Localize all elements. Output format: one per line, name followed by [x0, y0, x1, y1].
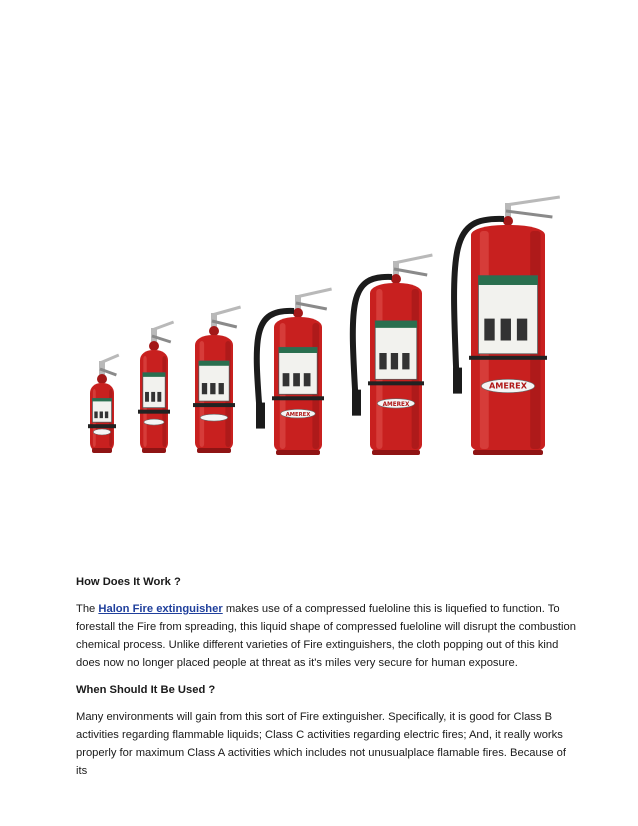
paragraph-how-it-works: [76, 600, 576, 672]
paragraph-when-to-use: Many environments will gain from this sort of Fire extinguisher. Specifically, it is good for Class B activities regarding flammable liquids; Class C activities regarding electric fires; And, it really works properly for maximum Class A activities which includes not unusualplace flamable fires. Because of its: [76, 711, 566, 777]
brand-label: AMEREX: [382, 401, 410, 408]
extinguisher-1: [88, 355, 119, 453]
brand-label: AMEREX: [489, 380, 527, 391]
para-prefix: The: [76, 603, 99, 615]
fire-extinguishers-image: [70, 165, 570, 465]
extinguisher-4: [256, 289, 332, 455]
extinguisher-5: [352, 255, 432, 455]
section-heading-when-to-use: When Should It Be Used ?: [76, 684, 216, 696]
brand-label: AMEREX: [285, 412, 311, 419]
section-heading-how-it-works: How Does It Work ?: [76, 576, 181, 588]
article-body: [76, 573, 576, 789]
para-rest: makes use of a compressed fueloline this is liquefied to function. To forestall the Fire from spreading, this liquid shape of compressed fueloline will disrupt the combustion chemical process. Unlike different varieties of Fire extinguishers, the cloth popping out of this kind does now no longer placed people at threat as it's miles very secure for human exposure.: [76, 603, 576, 669]
extinguisher-6: [453, 197, 560, 455]
extinguishers-illustration: [70, 165, 570, 465]
extinguisher-2: [138, 322, 174, 453]
extinguisher-3: [193, 307, 241, 453]
halon-fire-extinguisher-link[interactable]: Halon Fire extinguisher: [98, 603, 223, 615]
